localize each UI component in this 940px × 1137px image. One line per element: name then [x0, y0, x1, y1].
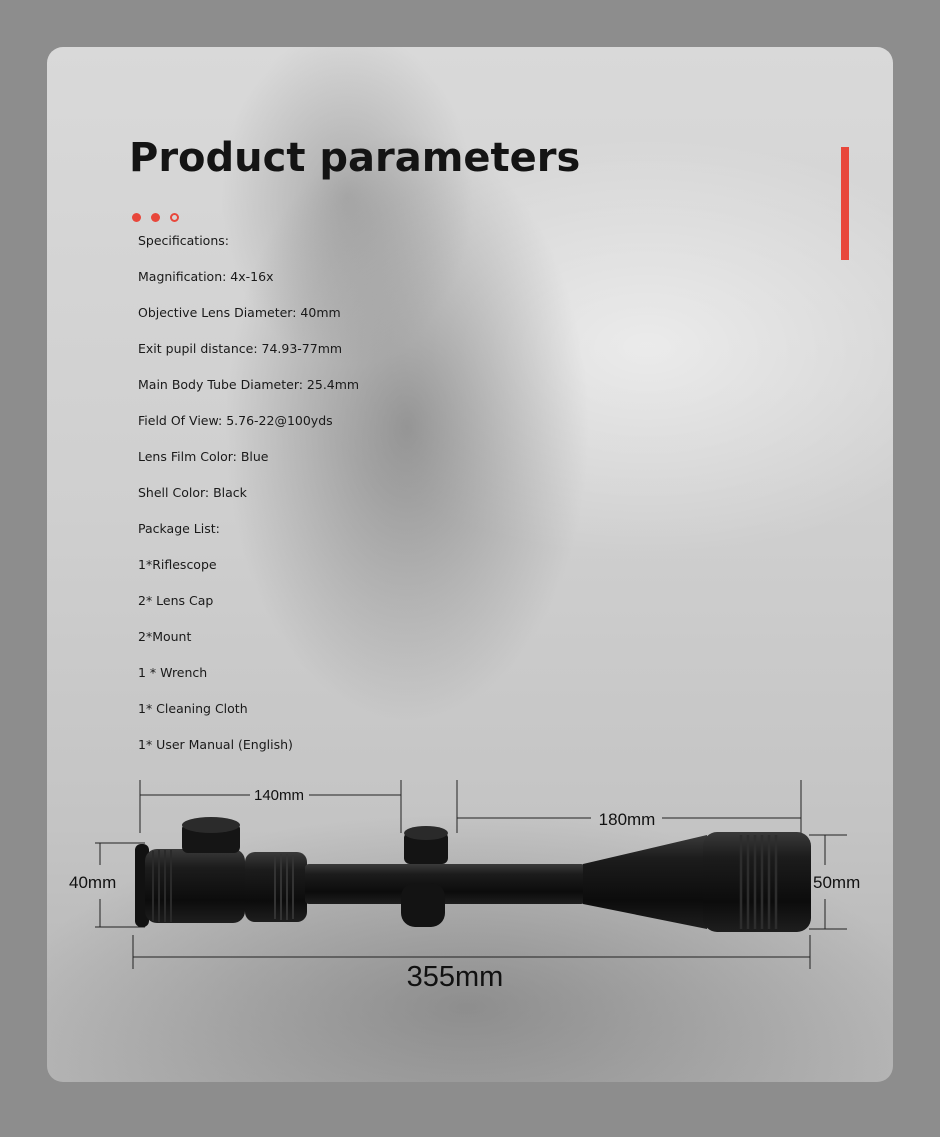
spec-item: Magnification: 4x-16x [138, 269, 274, 284]
turret-cap [404, 826, 448, 840]
riflescope [135, 817, 811, 932]
spec-heading: Specifications: [138, 233, 229, 248]
windage-turret [401, 883, 445, 927]
spec-item: Objective Lens Diameter: 40mm [138, 305, 341, 320]
spec-item: Field Of View: 5.76-22@100yds [138, 413, 333, 428]
spec-item: Exit pupil distance: 74.93-77mm [138, 341, 343, 356]
package-item: 1 * Wrench [138, 665, 208, 680]
package-item: 2*Mount [138, 629, 192, 644]
spec-item: Shell Color: Black [138, 485, 247, 500]
eyepiece-diameter-label: 40mm [69, 873, 117, 892]
total-length-label: 355mm [406, 961, 504, 993]
objective-bell [583, 835, 707, 929]
package-item: 1* Cleaning Cloth [138, 701, 248, 716]
product-parameters-card [47, 47, 893, 1082]
eyepiece-length-label: 140mm [253, 787, 305, 804]
package-item: 1* User Manual (English) [138, 737, 293, 752]
objective-housing [703, 832, 811, 932]
spec-item: Lens Film Color: Blue [138, 449, 269, 464]
package-item: 1*Riflescope [138, 557, 217, 572]
illumination-knob-cap [182, 817, 240, 833]
spec-item: Main Body Tube Diameter: 25.4mm [138, 377, 360, 392]
objective-length-label: 180mm [598, 810, 656, 829]
page-title: Product parameters [129, 135, 581, 181]
package-item: 2* Lens Cap [138, 593, 214, 608]
objective-diameter-label: 50mm [813, 873, 861, 892]
riflescope-dimension-diagram [47, 47, 893, 1082]
package-heading: Package List: [138, 521, 220, 536]
